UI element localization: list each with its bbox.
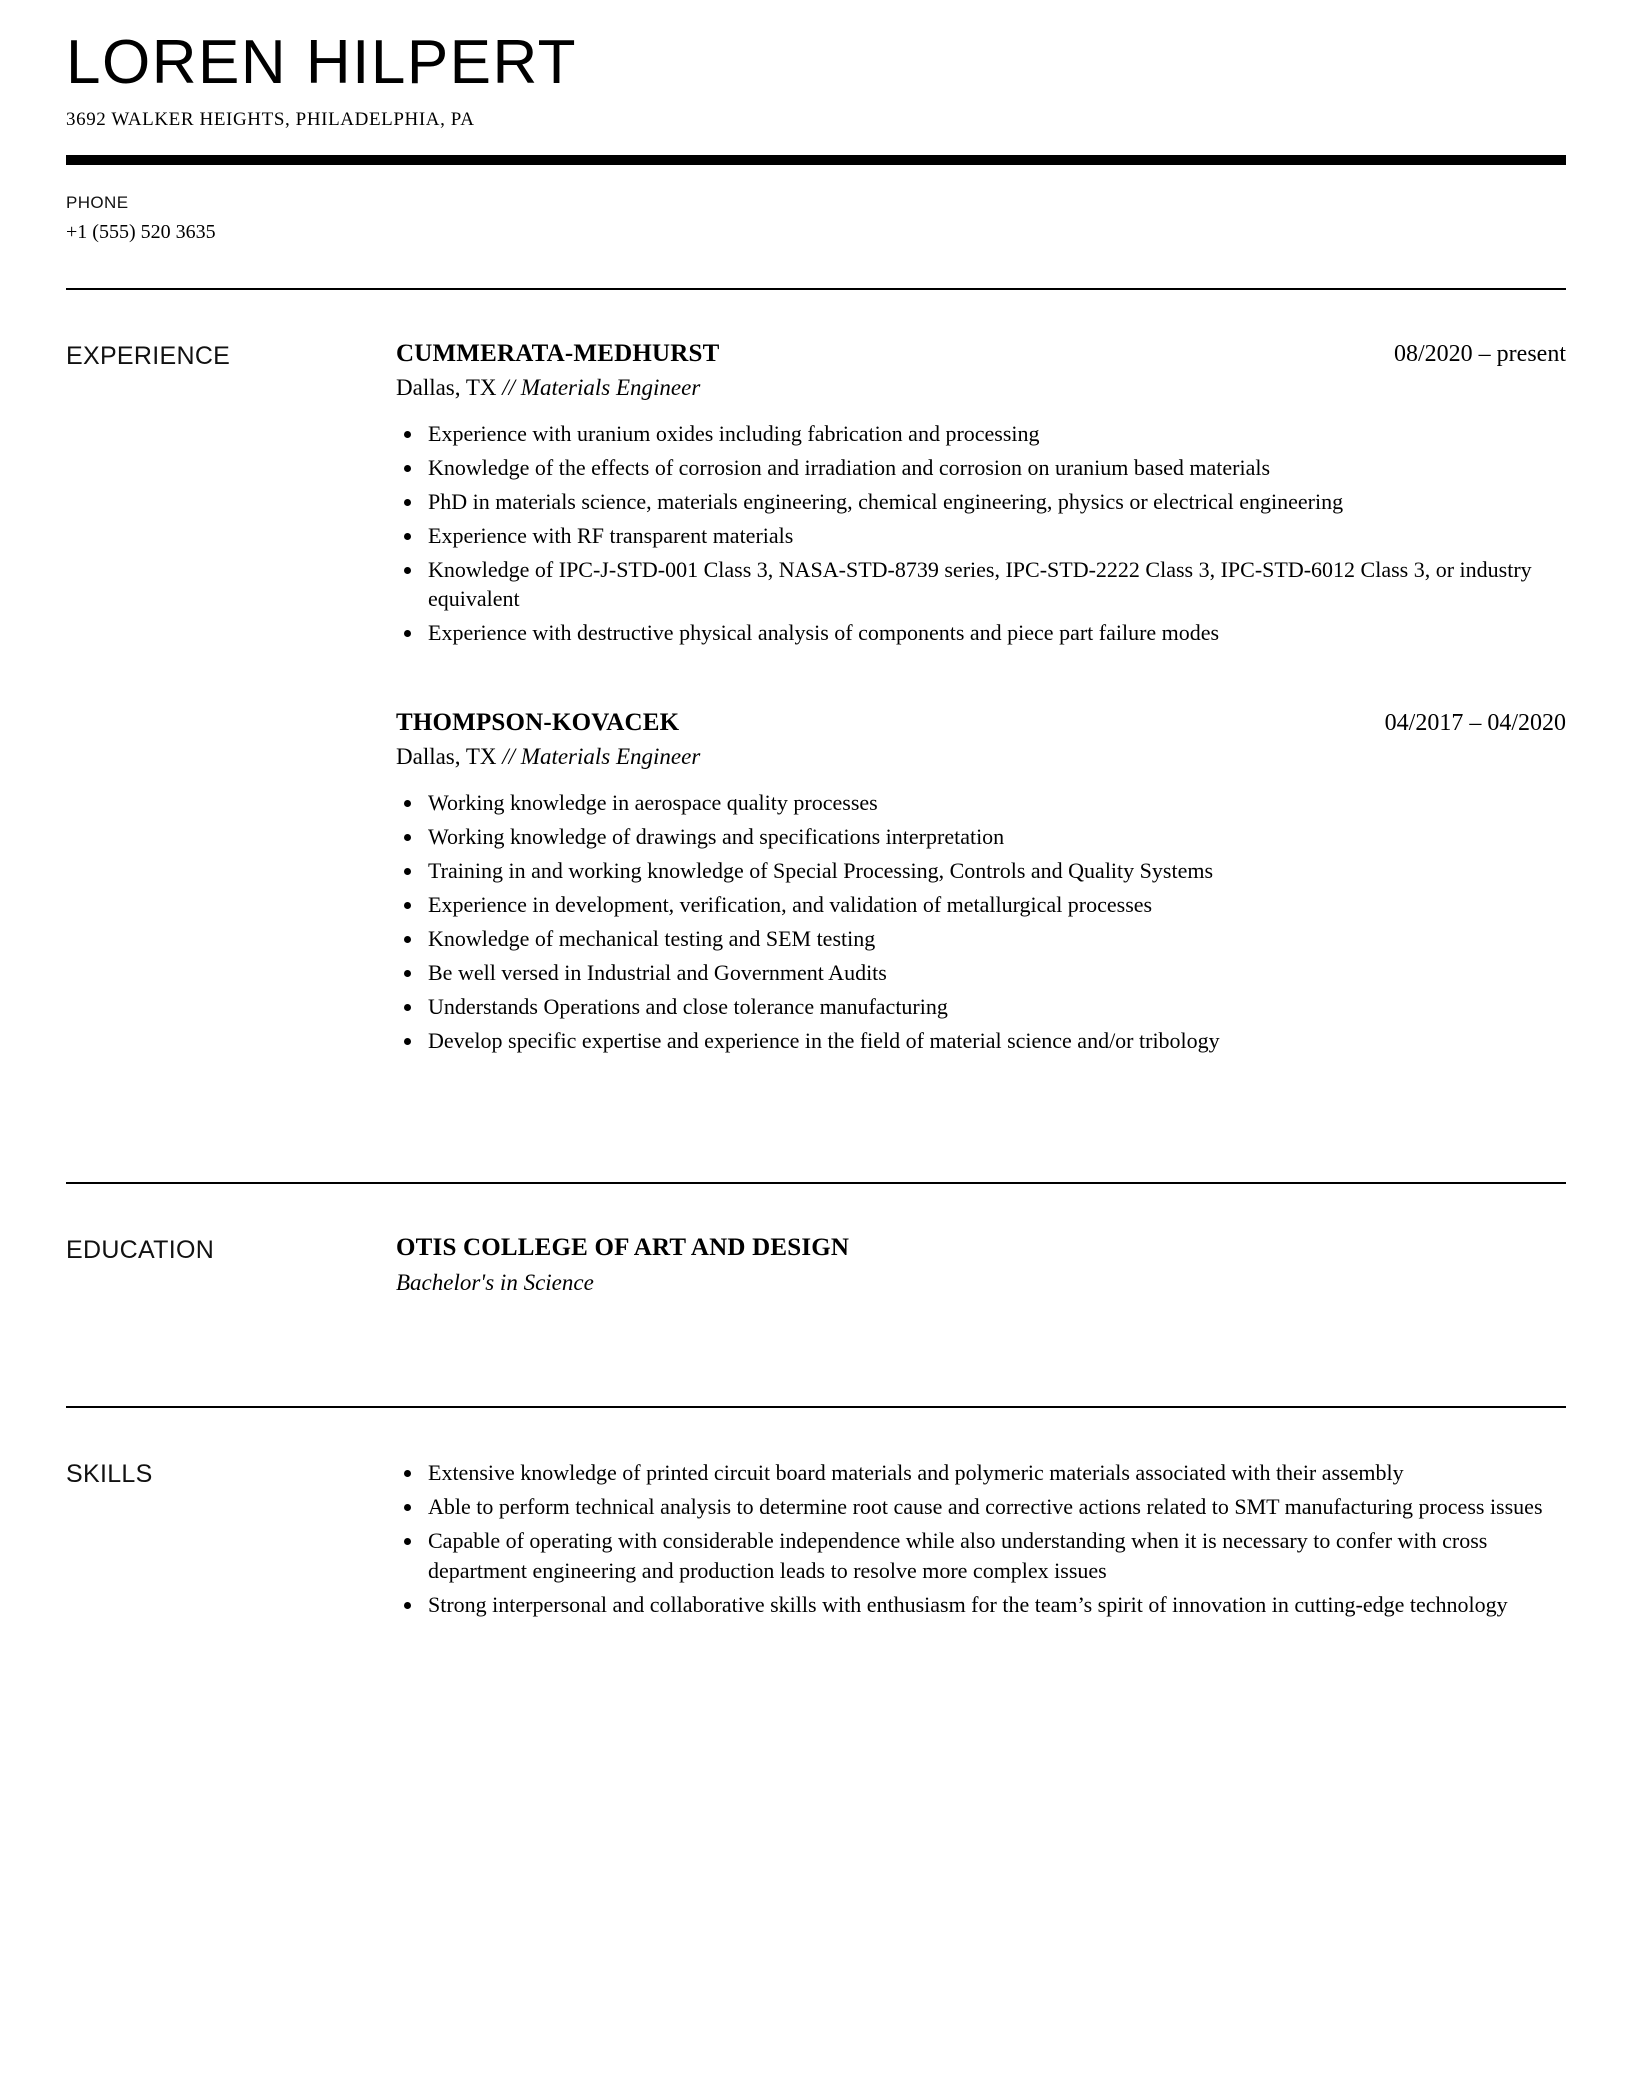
job-title-text: Materials Engineer [520, 374, 701, 400]
job-dates: 04/2017 – 04/2020 [1384, 710, 1566, 737]
experience-section [66, 290, 1566, 1138]
education-section-body [396, 1234, 1566, 1296]
company-name: CUMMERATA-MEDHURST [396, 339, 720, 367]
bullet-item: • Experience in development, verification, and validation of metallurgical processes [424, 890, 1566, 919]
candidate-address: 3692 WALKER HEIGHTS, PHILADELPHIA, PA [66, 108, 475, 130]
job-title [502, 744, 700, 769]
bullet-item: • Be well versed in Industrial and Government Audits [424, 958, 1566, 987]
education-section [66, 1184, 1566, 1362]
bullet-item: • Extensive knowledge of printed circuit board materials and polymeric materials associated with their assembly [424, 1458, 1566, 1487]
skills-section-body [396, 1458, 1566, 1623]
bullet-item: • Knowledge of mechanical testing and SEM testing [424, 924, 1566, 953]
job-title-text: Materials Engineer [520, 744, 701, 770]
bullet-item: • Strong interpersonal and collaborative skills with enthusiasm for the team’s spirit of innovation in cutting-edge technology [424, 1590, 1566, 1619]
education-section-label: EDUCATION [66, 1236, 215, 1265]
job-heading [396, 340, 1566, 368]
job-title-separator: // [502, 374, 516, 400]
job-title [502, 375, 700, 400]
skills-section [66, 1408, 1566, 1623]
job-location: Dallas, TX [396, 374, 497, 400]
degree-name: Bachelor's in Science [396, 1270, 594, 1296]
job-subheading [396, 375, 1566, 401]
job-location: Dallas, TX [396, 744, 497, 770]
phone-label: PHONE [66, 192, 129, 212]
bullet-item: • PhD in materials science, materials engineering, chemical engineering, physics or electrical engineering [424, 487, 1566, 516]
job-entry-thompson-kovacek [396, 709, 1566, 1055]
job-title-separator: // [502, 744, 516, 770]
company-name: THOMPSON-KOVACEK [396, 709, 680, 737]
bullet-item: • Develop specific expertise and experience in the field of material science and/or tribology [424, 1026, 1566, 1055]
job-bullet-list [396, 788, 1566, 1055]
skills-bullet-list [396, 1458, 1566, 1618]
bullet-item: • Capable of operating with considerable independence while also understanding when it is necessary to confer with cross department engineering and production leads to resolve more complex issues [424, 1526, 1566, 1584]
bullet-item: • Experience with RF transparent materials [424, 521, 1566, 550]
experience-section-body [396, 340, 1566, 1060]
candidate-name: LOREN HILPERT [66, 28, 578, 97]
bullet-item: • Knowledge of the effects of corrosion and irradiation and corrosion on uranium based materials [424, 453, 1566, 482]
skills-section-label: SKILLS [66, 1460, 153, 1489]
bullet-item: • Knowledge of IPC-J-STD-001 Class 3, NASA-STD-8739 series, IPC-STD-2222 Class 3, IPC-STD-6012 Class 3, or industry equivalent [424, 555, 1566, 613]
bullet-item: • Experience with uranium oxides including fabrication and processing [424, 419, 1566, 448]
experience-section-label: EXPERIENCE [66, 341, 231, 370]
phone-value: +1 (555) 520 3635 [66, 220, 216, 243]
bullet-item: • Working knowledge in aerospace quality processes [424, 788, 1566, 817]
bullet-item: • Training in and working knowledge of Special Processing, Controls and Quality Systems [424, 856, 1566, 885]
bullet-item: • Experience with destructive physical analysis of components and piece part failure modes [424, 618, 1566, 647]
job-heading [396, 709, 1566, 737]
school-name: OTIS COLLEGE OF ART AND DESIGN [396, 1234, 850, 1262]
job-subheading [396, 744, 1566, 770]
bullet-item: • Understands Operations and close tolerance manufacturing [424, 992, 1566, 1021]
contact-block [66, 193, 1566, 244]
job-dates: 08/2020 – present [1394, 340, 1566, 367]
resume-header [66, 30, 1566, 131]
job-entry-cummerata-medhurst [396, 340, 1566, 647]
job-bullet-list [396, 419, 1566, 647]
bullet-item: • Working knowledge of drawings and specifications interpretation [424, 822, 1566, 851]
bullet-item: • Able to perform technical analysis to determine root cause and corrective actions related to SMT manufacturing process issues [424, 1492, 1566, 1521]
header-divider-bar [66, 155, 1566, 165]
